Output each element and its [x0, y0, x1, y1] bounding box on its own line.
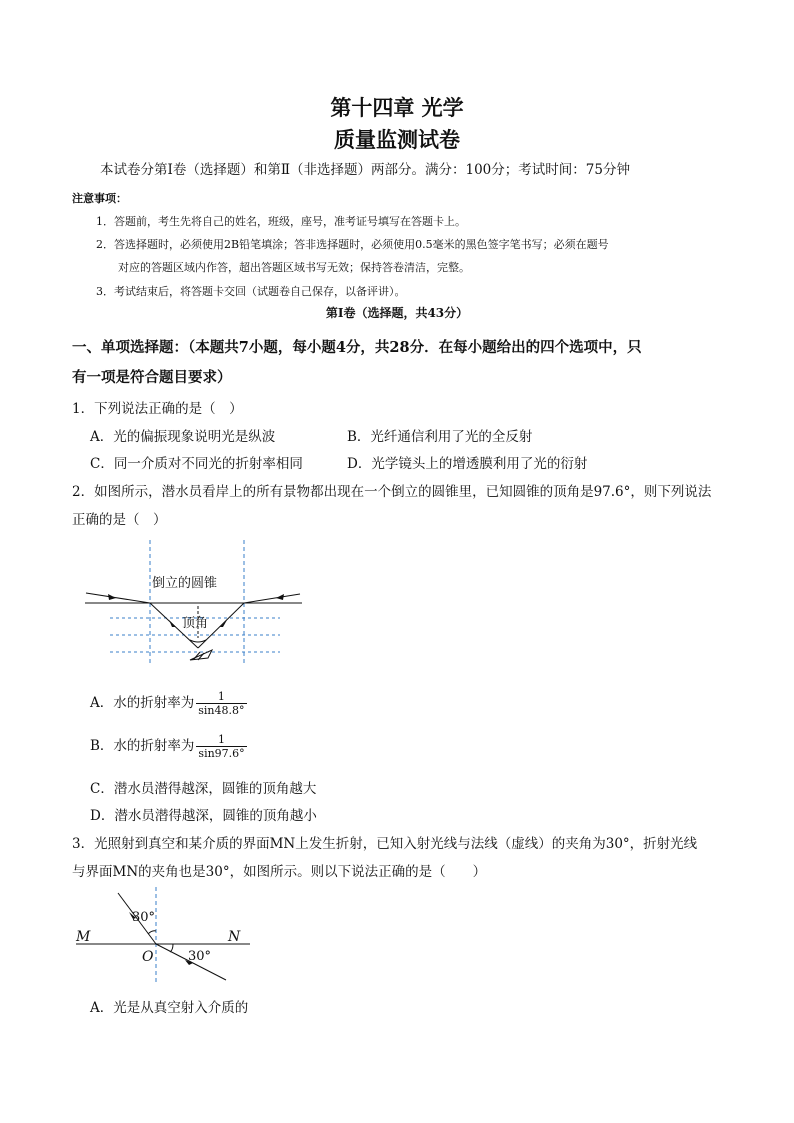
q3-fig-angle-refracted: 30° — [188, 949, 212, 964]
notice-heading: 注意事项： — [72, 192, 127, 205]
exam-info: 本试卷分第Ⅰ卷（选择题）和第Ⅱ（非选择题）两部分。满分：100分；考试时间：75分钟 — [100, 162, 630, 178]
q2-option-a — [90, 690, 247, 717]
q2-option-b — [90, 733, 247, 760]
q2-option-b-text: B．水的折射率为 — [90, 738, 195, 754]
q3-fig-label-o: O — [142, 949, 154, 965]
q2-fig-label-apex: 顶角 — [182, 616, 209, 631]
q1-option-a: A．光的偏振现象说明光是纵波 — [90, 429, 276, 445]
q2-option-d: D．潜水员潜得越深，圆锥的顶角越小 — [90, 808, 317, 824]
q2-stem-line2: 正确的是（ ） — [72, 512, 167, 528]
section1-line2: 有一项是符合题目要求） — [72, 369, 232, 386]
section1-line1: 一、单项选择题：（本题共7小题，每小题4分，共28分．在每小题给出的四个选项中，只 — [72, 339, 642, 356]
q3-refraction-figure — [70, 885, 260, 990]
q3-option-a: A．光是从真空射入介质的 — [90, 1000, 249, 1016]
q2-option-a-numerator: 1 — [196, 690, 246, 704]
q2-cone-figure — [80, 538, 310, 678]
q2-option-b-denominator: sin97.6° — [198, 747, 245, 760]
q1-option-b: B．光纤通信利用了光的全反射 — [347, 429, 533, 445]
q1-option-c: C．同一介质对不同光的折射率相同 — [90, 456, 303, 472]
q2-option-a-text: A．水的折射率为 — [90, 695, 195, 711]
notice-item-3: 3．考试结束后，将答题卡交回（试题卷自己保存，以备评讲）。 — [96, 285, 406, 298]
q3-fig-angle-incident: 30° — [132, 910, 156, 925]
notice-item-2-cont: 对应的答题区域内作答，超出答题区域书写无效；保持答卷清洁，完整。 — [118, 261, 470, 274]
chapter-title: 第十四章 光学 — [330, 96, 464, 120]
notice-item-2: 2．答选择题时，必须使用2B铅笔填涂；答非选择题时，必须使用0.5毫米的黑色签字笔书写；必须在题号 — [96, 238, 609, 251]
q3-fig-label-n: N — [228, 929, 241, 945]
q1-stem: 1．下列说法正确的是（ ） — [72, 401, 243, 417]
q2-fig-label-cone: 倒立的圆锥 — [152, 576, 218, 591]
q3-stem-line1: 3．光照射到真空和某介质的界面MN上发生折射，已知入射光线与法线（虚线）的夹角为30°，折射光线 — [72, 836, 698, 852]
q2-option-a-denominator: sin48.8° — [198, 704, 245, 717]
q3-stem-line2: 与界面MN的夹角也是30°，如图所示。则以下说法正确的是（ ） — [72, 864, 487, 880]
q2-option-c: C．潜水员潜得越深，圆锥的顶角越大 — [90, 781, 317, 797]
q2-option-b-fraction — [196, 733, 246, 760]
q1-option-d: D．光学镜头上的增透膜利用了光的衍射 — [347, 456, 588, 472]
notice-item-1: 1．答题前，考生先将自己的姓名，班级，座号，准考证号填写在答题卡上。 — [96, 215, 466, 228]
q3-fig-label-m: M — [76, 929, 91, 945]
part1-title: 第Ⅰ卷（选择题，共43分） — [325, 306, 469, 320]
q2-option-b-numerator: 1 — [196, 733, 246, 747]
q2-option-a-fraction — [196, 690, 246, 717]
q2-stem-line1: 2．如图所示，潜水员看岸上的所有景物都出现在一个倒立的圆锥里，已知圆锥的顶角是97.6°，则下列说法 — [72, 484, 712, 500]
exam-title: 质量监测试卷 — [334, 128, 460, 152]
